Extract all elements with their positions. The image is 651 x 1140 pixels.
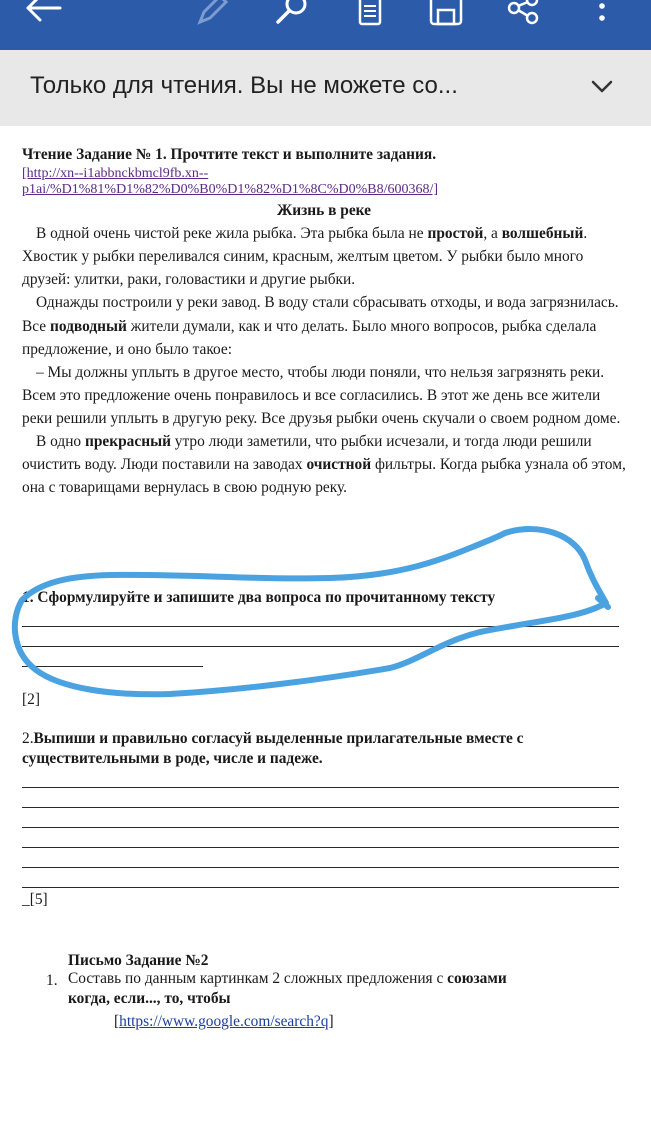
answer-line[interactable]	[22, 646, 619, 647]
paragraph-text: В одно	[36, 433, 85, 451]
answer-line[interactable]	[22, 787, 619, 788]
task2-link[interactable]	[114, 1010, 334, 1033]
answer-line[interactable]	[22, 827, 619, 828]
paragraph-text: Однажды построили у реки завод. В воду стали сбрасывать отходы, и вода загрязнилась. Все	[22, 294, 619, 335]
save-icon[interactable]	[426, 0, 466, 28]
question-1: 1. Сформулируйте и запишите два вопроса по прочитанному тексту	[22, 589, 496, 606]
paragraph-text: жители думали, как и что делать. Было много вопросов, рыбка сделала предложение, и оно было такое:	[22, 317, 597, 358]
more-vertical-icon[interactable]	[590, 0, 614, 28]
paragraph-text: утро люди заметили, что рыбки исчезали, и тогда люди решили очистить воду. Люди поставили на заводах	[22, 433, 592, 474]
question-2	[22, 729, 626, 769]
task2-link-url[interactable]: https://www.google.com/search?q	[119, 1013, 329, 1030]
task2-link-open: [	[114, 1013, 120, 1030]
task2-text-plain: Составь по данным картинкам 2 сложных предложения с	[68, 970, 448, 987]
paragraph-4: Всем это предложение очень понравилось и все согласились. В этот же день все жители реки решили уплыть в другую реку. Все друзья рыбки очень скучали о своем родном доме.	[22, 386, 621, 427]
task2-number: 1.	[46, 972, 58, 989]
chevron-down-icon[interactable]	[590, 80, 614, 94]
paragraph-text: фильтры. Когда рыбка узнала об этом, она с товарищами вернулась в свою родную реку.	[22, 456, 626, 497]
answer-line[interactable]	[22, 666, 203, 667]
read-only-banner[interactable]	[0, 50, 651, 126]
share-icon[interactable]	[504, 0, 544, 28]
highlighted-adjective: волшебный	[501, 225, 584, 243]
paragraph-text: . Хвостик у рыбки переливался синим, красным, желтым цветом. У рыбки было много друзей: улитки, раки, головастики и другие рыбки.	[22, 225, 588, 289]
paragraph-5	[22, 430, 626, 499]
back-arrow-icon[interactable]	[20, 0, 64, 28]
task2-conjunctions: когда, если..., то, чтобы	[68, 990, 231, 1007]
highlighted-adjective: очистной	[306, 456, 372, 474]
highlighted-adjective: простой	[427, 225, 484, 243]
text-title: Жизнь в реке	[277, 202, 371, 220]
document-view-icon[interactable]	[352, 0, 388, 28]
task2-link-close: ]	[328, 1013, 334, 1030]
answer-line[interactable]	[22, 807, 619, 808]
read-only-message: Только для чтения. Вы не можете со...	[30, 72, 458, 99]
app-toolbar	[0, 0, 651, 50]
paragraph-1	[22, 222, 626, 291]
answer-line[interactable]	[22, 867, 619, 868]
search-icon[interactable]	[270, 0, 314, 28]
paragraph-text: В одной очень чистой реке жила рыбка. Эта рыбка была не	[36, 225, 428, 243]
source-link[interactable]	[22, 166, 626, 198]
question-2-score: _[5]	[22, 891, 48, 908]
task2-text	[68, 969, 628, 1009]
paragraph-text: , а	[483, 225, 502, 243]
paragraph-3: – Мы должны уплыть в другое место, чтобы люди поняли, что нельзя загрязнять реки.	[36, 363, 605, 381]
pen-icon[interactable]	[194, 0, 234, 28]
answer-line[interactable]	[22, 626, 619, 627]
paragraph-2	[22, 291, 626, 360]
question-1-score: [2]	[22, 691, 40, 708]
task1-heading: Чтение Задание № 1. Прочтите текст и выполните задания.	[22, 146, 437, 163]
question-2-line2: существительными в роде, числе и падеже.	[22, 750, 323, 767]
source-link-line2[interactable]: p1ai/%D1%81%D1%82%D0%B0%D1%82%D1%8C%D0%B8/600368/]	[22, 182, 439, 198]
task2-text-bold: союзами	[447, 970, 507, 987]
question-2-number: 2.	[22, 730, 34, 747]
highlighted-adjective: прекрасный	[84, 433, 171, 451]
document-body	[22, 143, 626, 499]
highlighted-adjective: подводный	[49, 317, 127, 335]
source-link-line1[interactable]: [http://xn--i1abbnckbmcl9fb.xn--	[22, 166, 209, 182]
answer-line[interactable]	[22, 847, 619, 848]
answer-line[interactable]	[22, 887, 619, 888]
task2-heading: Письмо Задание №2	[68, 952, 209, 969]
question-2-line1: Выпиши и правильно согласуй выделенные прилагательные вместе с	[33, 730, 524, 747]
